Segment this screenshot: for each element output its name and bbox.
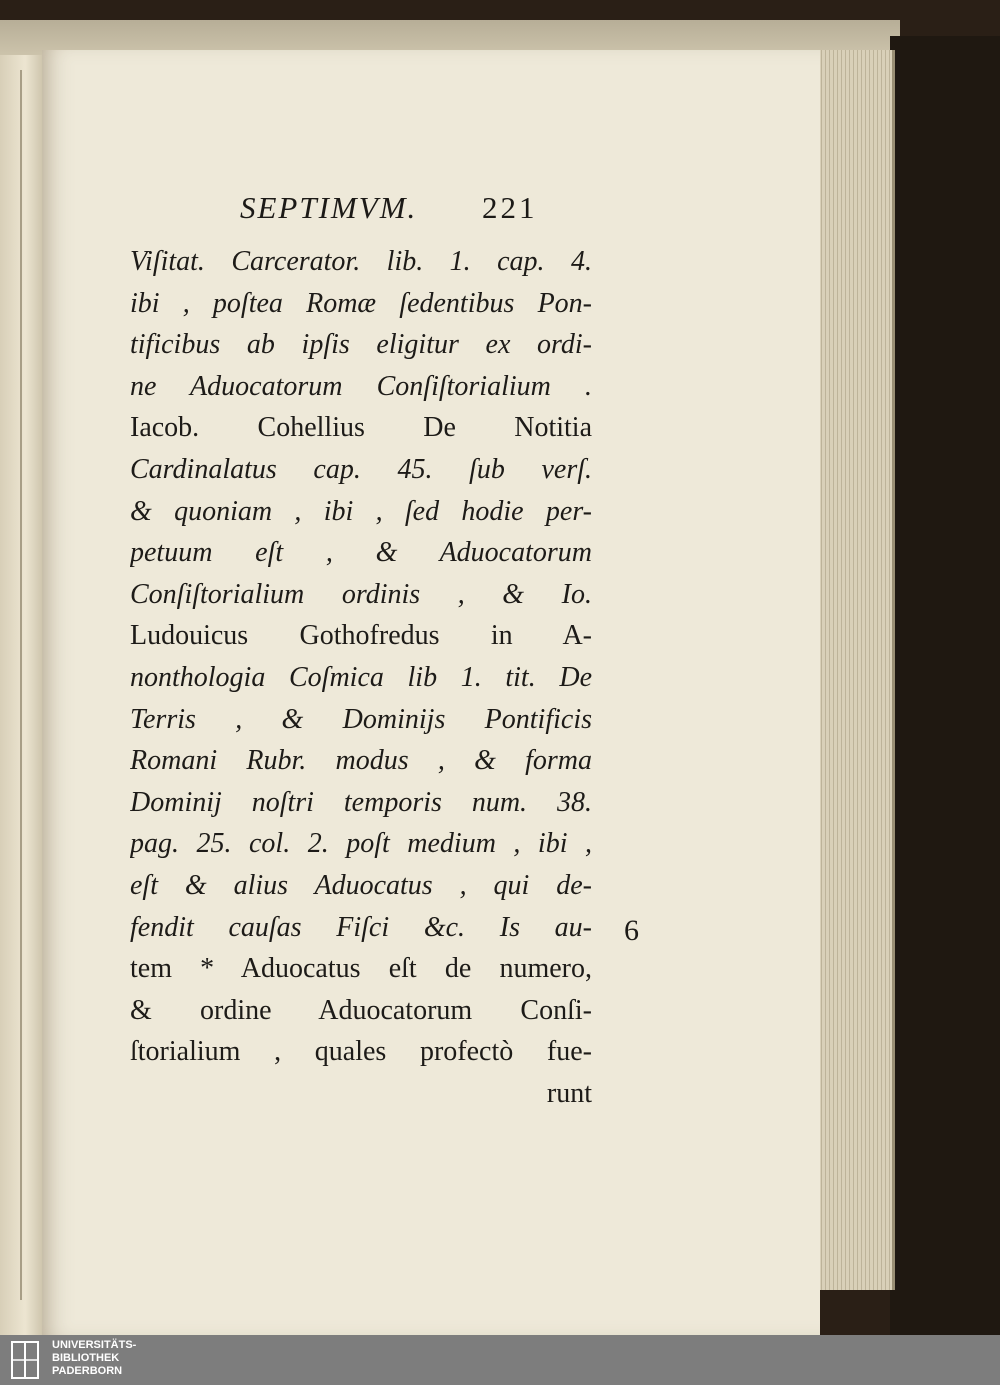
text-line: Terris , & Dominijs Pontificis	[130, 703, 592, 735]
text-line: Viſitat. Carcerator. lib. 1. cap. 4.	[130, 246, 592, 277]
text-line: ne Aduocatorum Conſiſtorialium .	[130, 370, 592, 402]
text-line: & quoniam , ibi , ſed hodie per-	[130, 495, 592, 527]
text-line: petuum eſt , & Aduocatorum	[130, 537, 592, 569]
text-line: ſtorialium , quales profectò fue-	[130, 1036, 592, 1068]
body-text	[130, 241, 592, 1114]
text-line: pag. 25. col. 2. poſt medium , ibi ,	[130, 828, 592, 860]
page-number: 221	[482, 190, 538, 225]
text-line: Dominij noſtri temporis num. 38.	[130, 786, 592, 818]
text-line: ibi , poſtea Romæ ſedentibus Pon-	[130, 287, 592, 319]
text-line: runt	[546, 1077, 592, 1109]
text-line: nonthologia Coſmica lib 1. tit. De	[130, 661, 592, 693]
text-line: Conſiſtorialium ordinis , & Io.	[130, 578, 592, 610]
running-head: SEPTIMVM.	[240, 190, 418, 225]
text-line: tem * Aduocatus eſt de numero,	[130, 953, 592, 985]
text-line: fendit cauſas Fiſci &c. Is au-	[130, 911, 592, 943]
text-line: Iacob. Cohellius De Notitia	[130, 412, 592, 444]
text-line: & ordine Aduocatorum Conſi-	[130, 994, 592, 1026]
page-block-edges	[818, 50, 895, 1290]
text-line: tificibus ab ipſis eligitur ex ordi-	[130, 329, 592, 361]
logo-line: PADERBORN	[52, 1365, 123, 1377]
text-line: eſt & alius Aduocatus , qui de-	[130, 869, 592, 901]
text-line: Ludouicus Gothofredus in A-	[130, 620, 592, 652]
library-logo-text	[52, 1339, 136, 1378]
logo-line: UNIVERSITÄTS-	[52, 1339, 137, 1351]
margin-note: 6	[624, 914, 639, 947]
book-cover-edge	[890, 36, 1000, 1336]
library-logo-icon	[10, 1340, 40, 1380]
logo-line: BIBLIOTHEK	[52, 1352, 120, 1364]
binding-gutter	[20, 70, 22, 1300]
text-line: Cardinalatus cap. 45. ſub verſ.	[130, 453, 592, 485]
text-line: Romani Rubr. modus , & forma	[130, 745, 592, 777]
library-footer-bar	[0, 1335, 1000, 1385]
